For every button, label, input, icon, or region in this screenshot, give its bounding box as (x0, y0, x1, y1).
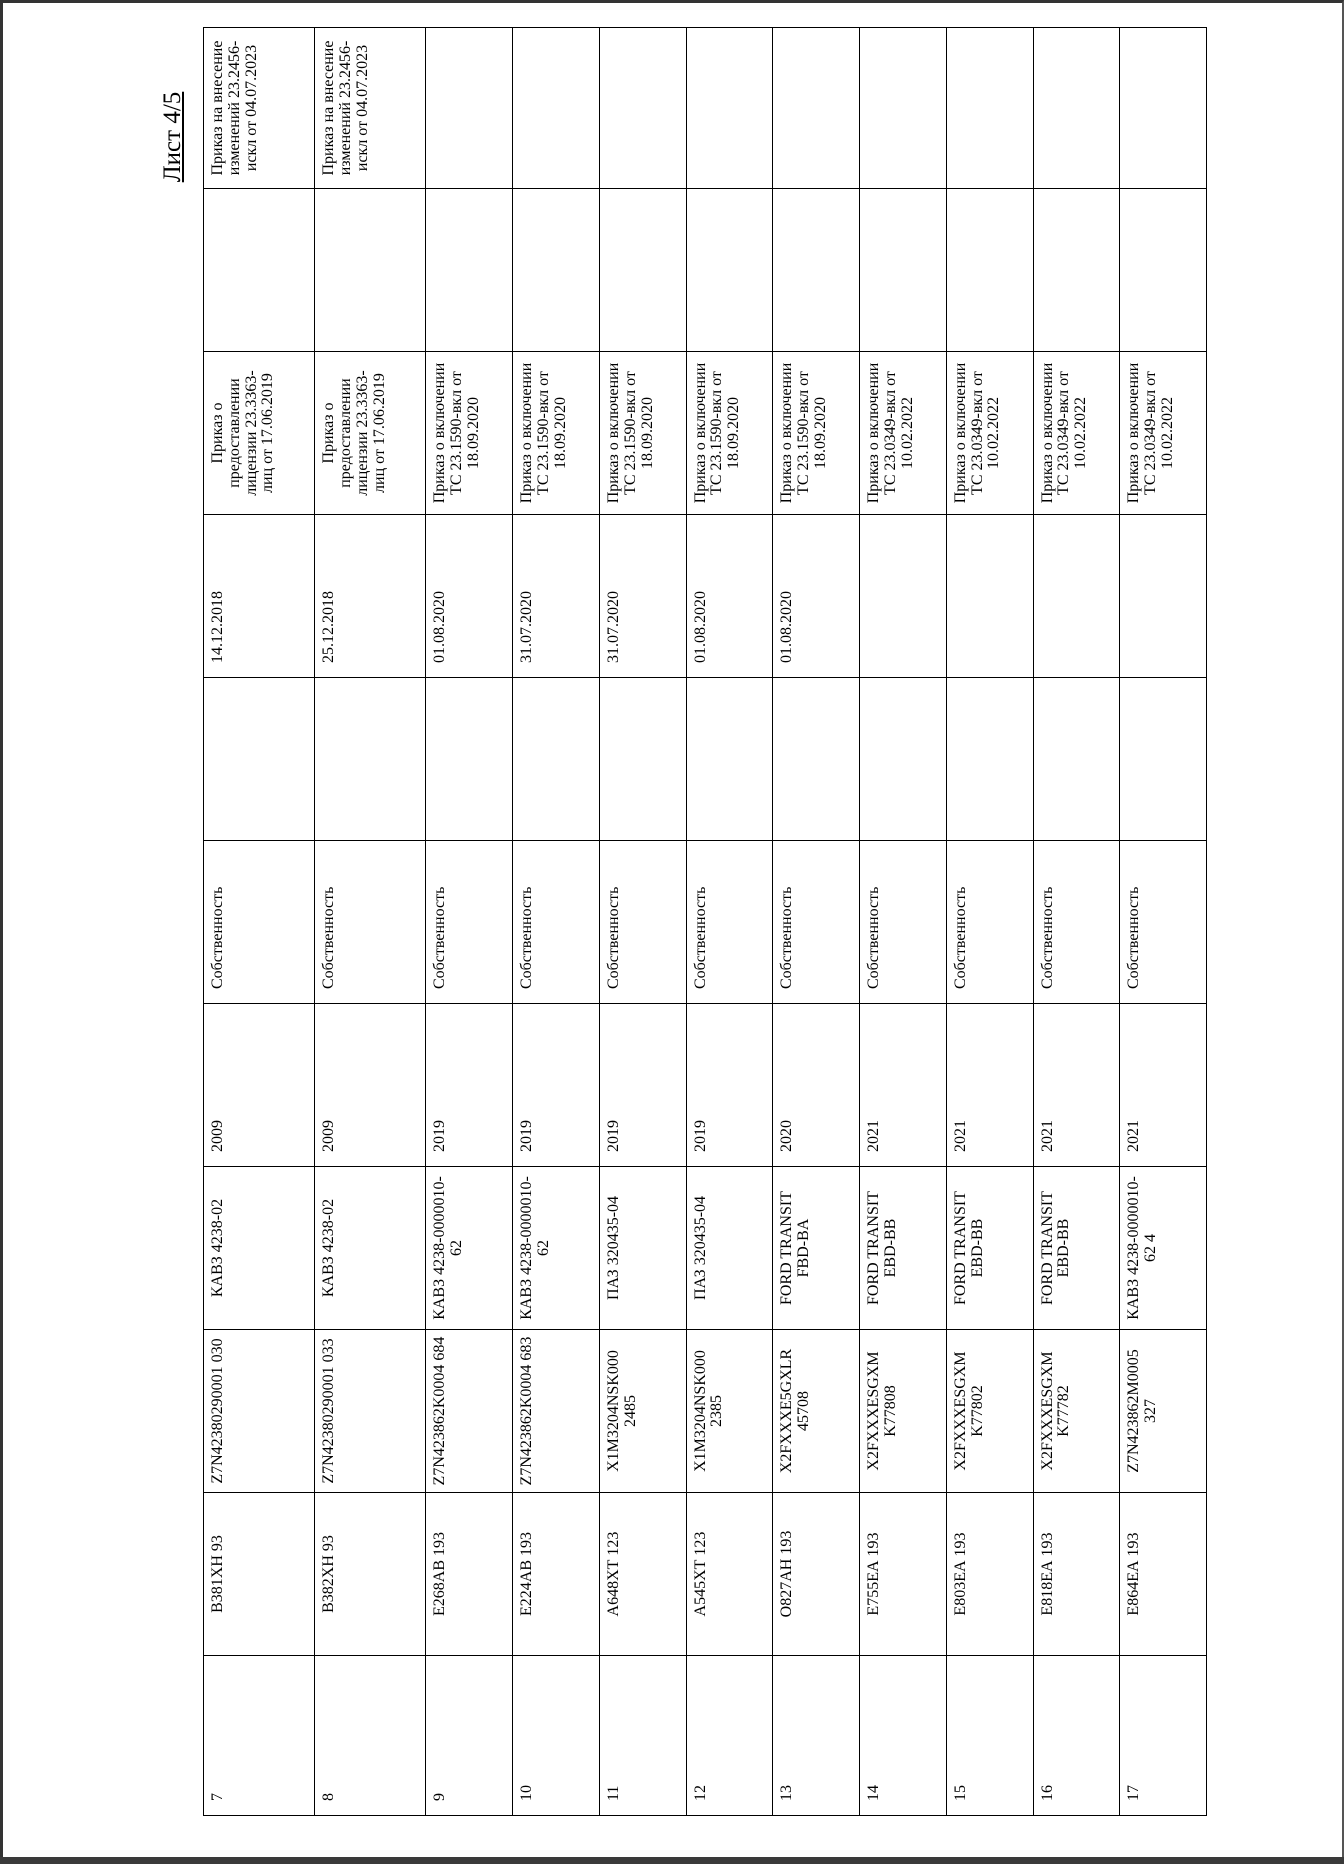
ownership-cell: Собственность (686, 841, 773, 1004)
date-cell: 31.07.2020 (599, 515, 686, 678)
order-cell: Приказ о включении ТС 23.0349-вкл от 10.02.2022 (946, 352, 1033, 515)
year-cell: 2009 (204, 1004, 315, 1167)
vin-cell: X2FXXXESGXM K77808 (860, 1330, 947, 1493)
row-number-cell: 15 (946, 1656, 1033, 1816)
change-order-cell (773, 28, 860, 189)
model-cell: КАВЗ 4238-0000010-62 (426, 1167, 513, 1330)
plate-cell: А545ХТ 123 (686, 1493, 773, 1656)
vin-cell: X1M3204NSK000 2485 (599, 1330, 686, 1493)
vin-cell: Z7N42380290001 033 (315, 1330, 426, 1493)
empty-cell (1033, 189, 1120, 352)
row-number-cell: 10 (513, 1656, 600, 1816)
vin-cell: X2FXXXESGXM K77802 (946, 1330, 1033, 1493)
year-cell: 2020 (773, 1004, 860, 1167)
order-cell: Приказ о включении ТС 23.0349-вкл от 10.02.2022 (1033, 352, 1120, 515)
change-order-cell (1120, 28, 1207, 189)
ownership-cell: Собственность (204, 841, 315, 1004)
date-cell: 01.08.2020 (686, 515, 773, 678)
table-row (1033, 28, 1120, 1816)
row-number-cell: 12 (686, 1656, 773, 1816)
sheet-number: Лист 4/5 (159, 91, 186, 183)
change-order-cell (513, 28, 600, 189)
year-cell: 2019 (513, 1004, 600, 1167)
empty-cell (315, 678, 426, 841)
empty-cell (1033, 678, 1120, 841)
vin-cell: Z7N42380290001 030 (204, 1330, 315, 1493)
plate-cell: В381ХН 93 (204, 1493, 315, 1656)
order-cell: Приказ о включении ТС 23.1590-вкл от 18.09.2020 (599, 352, 686, 515)
empty-cell (946, 189, 1033, 352)
row-number-cell: 16 (1033, 1656, 1120, 1816)
model-cell: FORD TRANSIT FBD-BA (773, 1167, 860, 1330)
ownership-cell: Собственность (599, 841, 686, 1004)
table-body (204, 28, 1207, 1816)
model-cell: ПАЗ 320435-04 (686, 1167, 773, 1330)
order-cell: Приказ о включении ТС 23.1590-вкл от 18.09.2020 (773, 352, 860, 515)
vehicle-table-wrapper (203, 40, 1207, 1816)
ownership-cell: Собственность (1033, 841, 1120, 1004)
order-cell: Приказ о предоставлении лицензии 23.3363-лиц от 17.06.2019 (315, 352, 426, 515)
plate-cell: О827АН 193 (773, 1493, 860, 1656)
ownership-cell: Собственность (946, 841, 1033, 1004)
plate-cell: Е864ЕА 193 (1120, 1493, 1207, 1656)
table-row (315, 28, 426, 1816)
ownership-cell: Собственность (773, 841, 860, 1004)
model-cell: FORD TRANSIT EBD-BB (946, 1167, 1033, 1330)
empty-cell (686, 678, 773, 841)
year-cell: 2019 (426, 1004, 513, 1167)
model-cell: FORD TRANSIT EBD-BB (1033, 1167, 1120, 1330)
vehicle-table-rotator (203, 40, 1207, 1816)
change-order-cell (860, 28, 947, 189)
model-cell: FORD TRANSIT EBD-BB (860, 1167, 947, 1330)
model-cell: ПАЗ 320435-04 (599, 1167, 686, 1330)
order-cell: Приказ о включении ТС 23.1590-вкл от 18.09.2020 (513, 352, 600, 515)
change-order-cell (1033, 28, 1120, 189)
plate-cell: Е268АВ 193 (426, 1493, 513, 1656)
table-row (1120, 28, 1207, 1816)
vehicle-table (203, 27, 1207, 1816)
ownership-cell: Собственность (860, 841, 947, 1004)
year-cell: 2019 (686, 1004, 773, 1167)
change-order-cell (426, 28, 513, 189)
model-cell: КАВЗ 4238-02 (315, 1167, 426, 1330)
plate-cell: А648ХТ 123 (599, 1493, 686, 1656)
date-cell (860, 515, 947, 678)
date-cell: 31.07.2020 (513, 515, 600, 678)
date-cell: 01.08.2020 (773, 515, 860, 678)
empty-cell (860, 189, 947, 352)
change-order-cell (686, 28, 773, 189)
row-number-cell: 14 (860, 1656, 947, 1816)
row-number-cell: 17 (1120, 1656, 1207, 1816)
plate-cell: Е818ЕА 193 (1033, 1493, 1120, 1656)
table-row (426, 28, 513, 1816)
row-number-cell: 7 (204, 1656, 315, 1816)
year-cell: 2021 (1120, 1004, 1207, 1167)
empty-cell (315, 189, 426, 352)
year-cell: 2021 (946, 1004, 1033, 1167)
year-cell: 2021 (1033, 1004, 1120, 1167)
date-cell (946, 515, 1033, 678)
vin-cell: Z7N423862K0004 683 (513, 1330, 600, 1493)
date-cell (1120, 515, 1207, 678)
order-cell: Приказ о включении ТС 23.1590-вкл от 18.09.2020 (686, 352, 773, 515)
bottom-bar (0, 1857, 1344, 1864)
change-order-cell (599, 28, 686, 189)
empty-cell (773, 678, 860, 841)
empty-cell (599, 189, 686, 352)
ownership-cell: Собственность (426, 841, 513, 1004)
empty-cell (599, 678, 686, 841)
ownership-cell: Собственность (1120, 841, 1207, 1004)
table-row (599, 28, 686, 1816)
plate-cell: Е755ЕА 193 (860, 1493, 947, 1656)
row-number-cell: 13 (773, 1656, 860, 1816)
table-row (860, 28, 947, 1816)
empty-cell (204, 189, 315, 352)
table-row (513, 28, 600, 1816)
plate-cell: В382ХН 93 (315, 1493, 426, 1656)
plate-cell: Е224АВ 193 (513, 1493, 600, 1656)
date-cell: 14.12.2018 (204, 515, 315, 678)
ownership-cell: Собственность (513, 841, 600, 1004)
row-number-cell: 9 (426, 1656, 513, 1816)
empty-cell (513, 678, 600, 841)
model-cell: КАВЗ 4238-0000010-62 (513, 1167, 600, 1330)
sheet-label (148, 82, 198, 192)
date-cell: 01.08.2020 (426, 515, 513, 678)
vin-cell: X2FXXXESGXM K77782 (1033, 1330, 1120, 1493)
vin-cell: Z7N423862K0004 684 (426, 1330, 513, 1493)
vin-cell: X1M3204NSK000 2385 (686, 1330, 773, 1493)
change-order-cell (946, 28, 1033, 189)
vin-cell: Z7N423862M0005 327 (1120, 1330, 1207, 1493)
model-cell: КАВЗ 4238-02 (204, 1167, 315, 1330)
date-cell: 25.12.2018 (315, 515, 426, 678)
empty-cell (426, 189, 513, 352)
empty-cell (426, 678, 513, 841)
row-number-cell: 8 (315, 1656, 426, 1816)
table-row (686, 28, 773, 1816)
empty-cell (1120, 189, 1207, 352)
ownership-cell: Собственность (315, 841, 426, 1004)
model-cell: КАВЗ 4238-0000010-62 4 (1120, 1167, 1207, 1330)
row-number-cell: 11 (599, 1656, 686, 1816)
year-cell: 2019 (599, 1004, 686, 1167)
empty-cell (204, 678, 315, 841)
order-cell: Приказ о включении ТС 23.0349-вкл от 10.02.2022 (1120, 352, 1207, 515)
order-cell: Приказ о предоставлении лицензии 23.3363-лиц от 17.06.2019 (204, 352, 315, 515)
order-cell: Приказ о включении ТС 23.0349-вкл от 10.02.2022 (860, 352, 947, 515)
empty-cell (513, 189, 600, 352)
date-cell (1033, 515, 1120, 678)
table-row (204, 28, 315, 1816)
empty-cell (946, 678, 1033, 841)
empty-cell (773, 189, 860, 352)
order-cell: Приказ о включении ТС 23.1590-вкл от 18.09.2020 (426, 352, 513, 515)
empty-cell (860, 678, 947, 841)
empty-cell (686, 189, 773, 352)
change-order-cell: Приказ на внесение изменений 23.2456-искл от 04.07.2023 (204, 28, 315, 189)
year-cell: 2009 (315, 1004, 426, 1167)
change-order-cell: Приказ на внесение изменений 23.2456-искл от 04.07.2023 (315, 28, 426, 189)
table-row (946, 28, 1033, 1816)
year-cell: 2021 (860, 1004, 947, 1167)
empty-cell (1120, 678, 1207, 841)
table-row (773, 28, 860, 1816)
plate-cell: Е803ЕА 193 (946, 1493, 1033, 1656)
vin-cell: X2FXXXE5GXLR 45708 (773, 1330, 860, 1493)
